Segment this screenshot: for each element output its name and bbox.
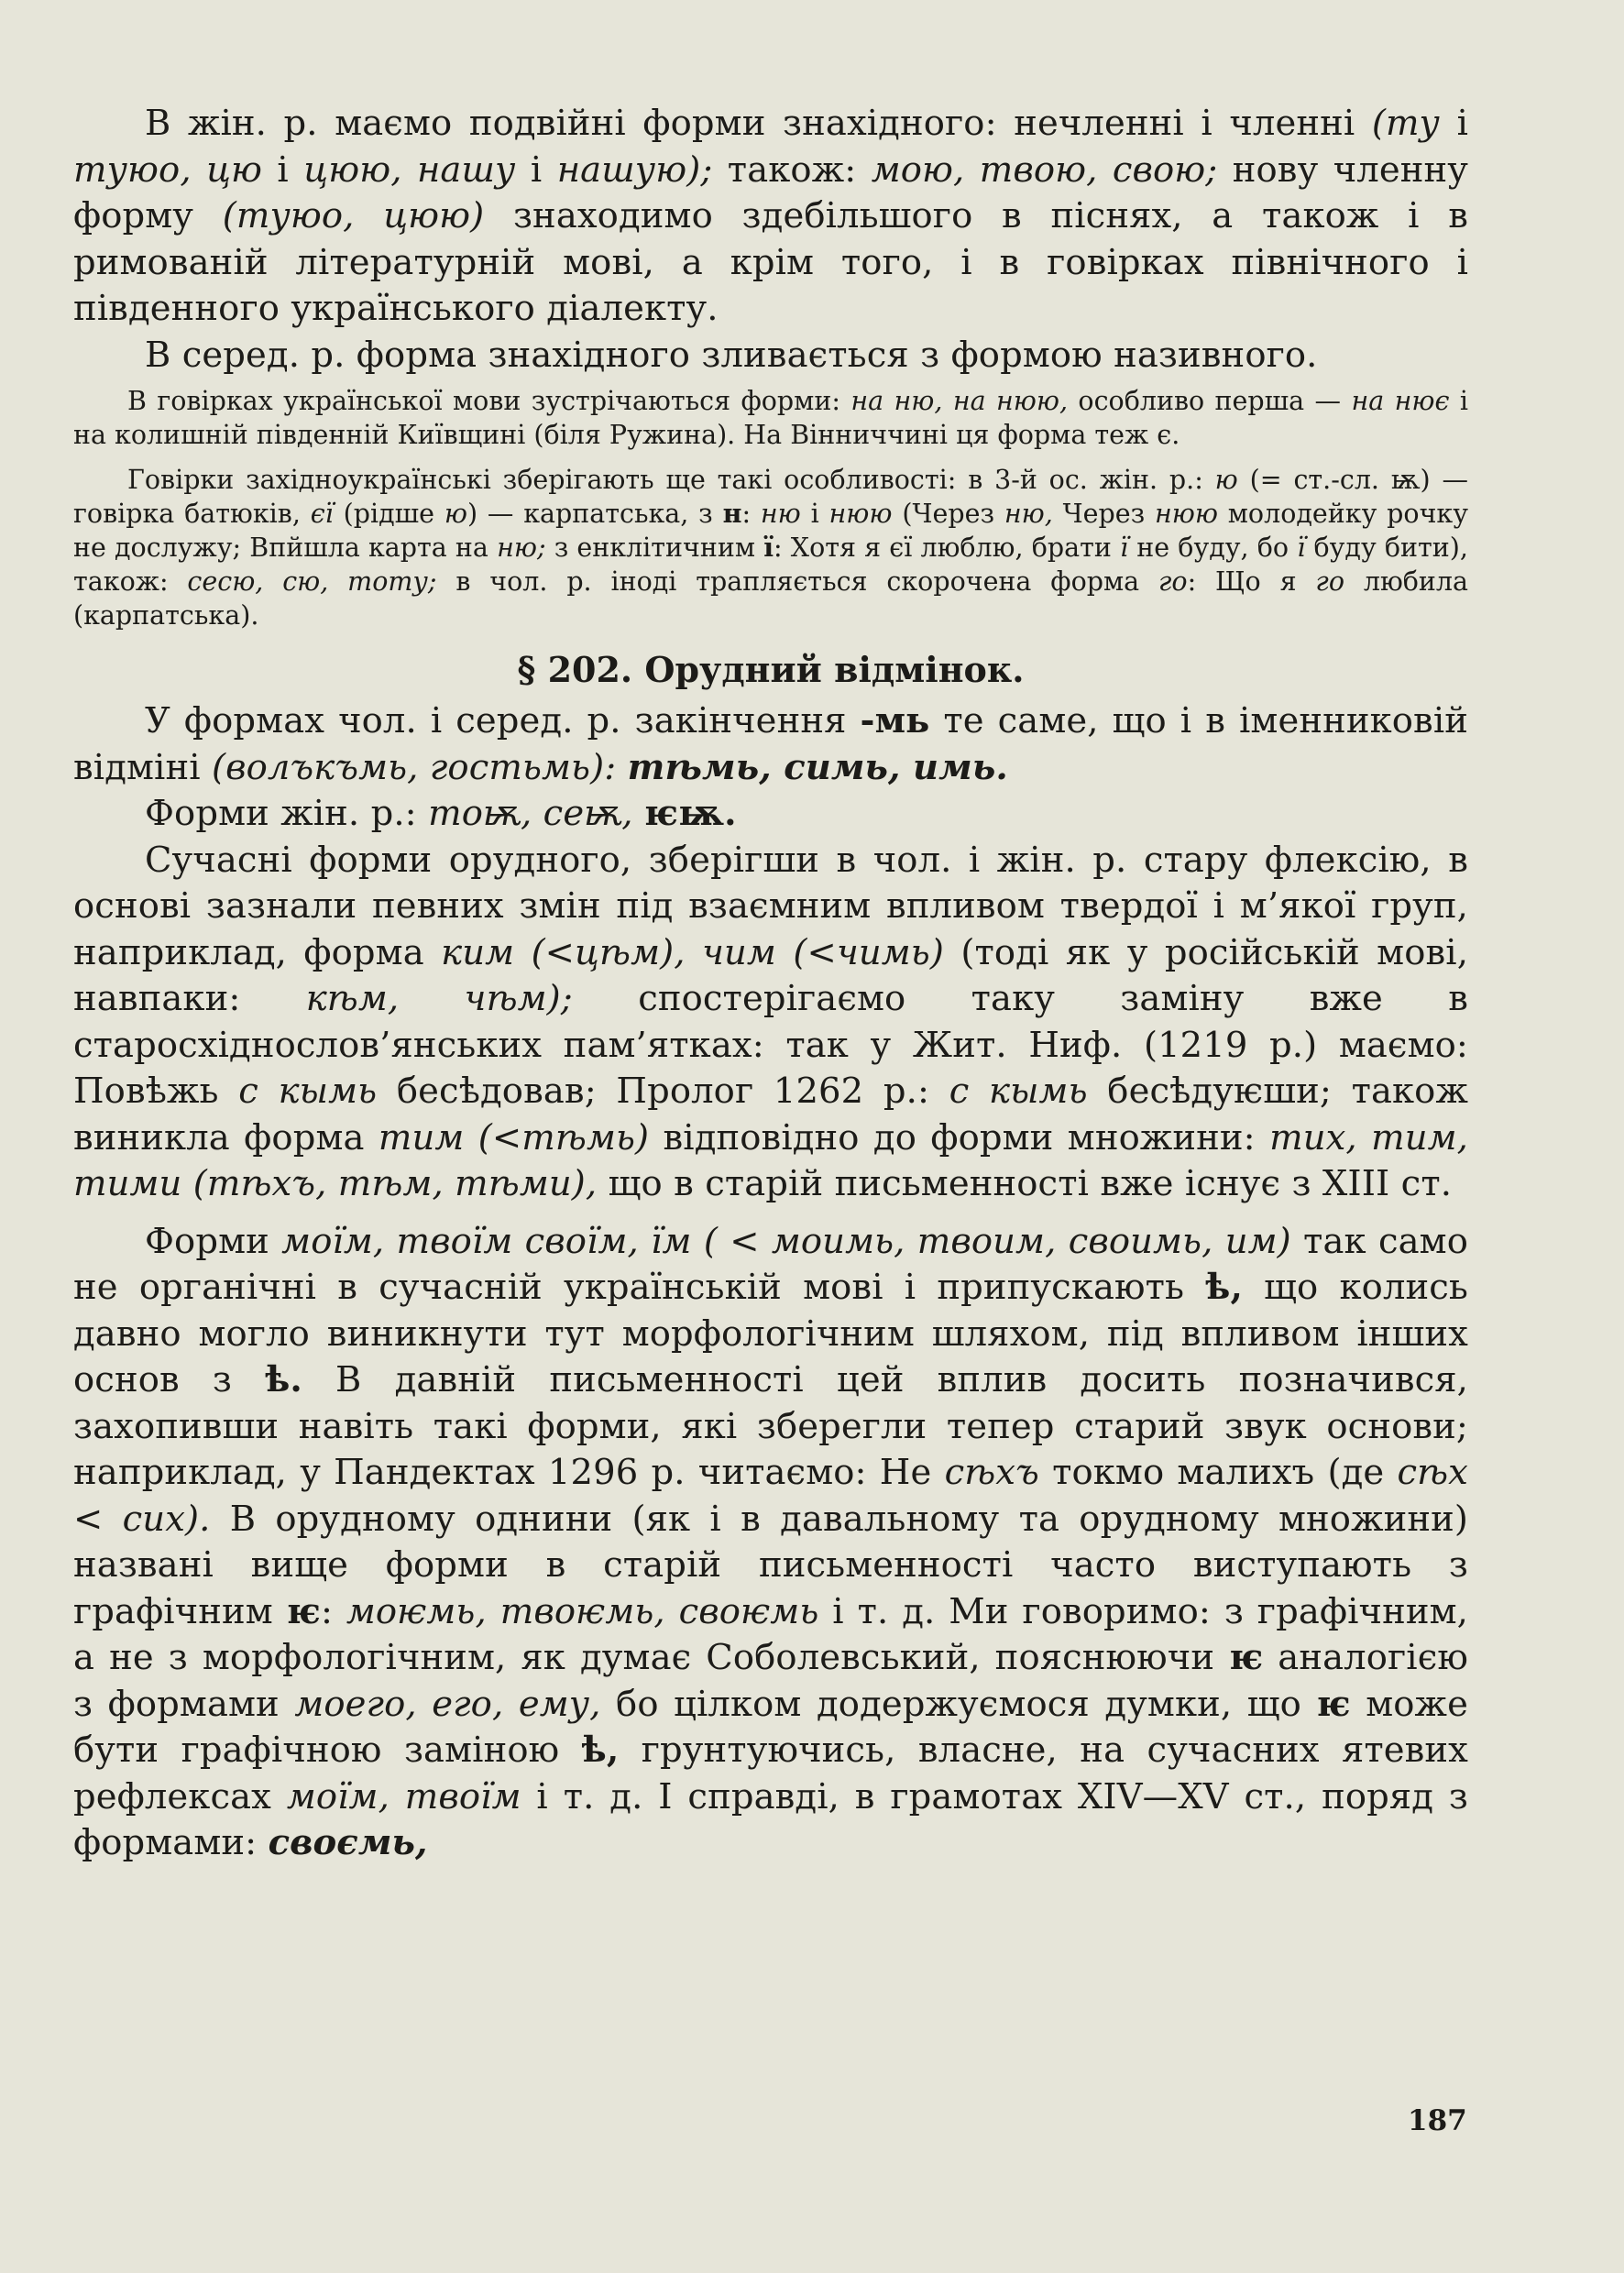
note-dialect-forms: В говірках української мови зустрічаються форми: на ню, на нюю, особливо перша — на нює і на колишній південній Київщині (біля Ружина). На Вінниччині ця форма теж є.: [73, 386, 1468, 450]
bold-form: ѥ: [1316, 1683, 1351, 1725]
italic-form: сеѭ,: [543, 793, 633, 834]
bold-form: ѥ: [286, 1590, 321, 1632]
page-body: [73, 101, 1468, 1867]
section-heading: § 202. Орудний відмінок.: [517, 649, 1025, 690]
paragraph-modern-forms: Сучасні форми орудного, зберігши в чол. і жін. р. стару флексію, в основі зазнали певних змін під взаємним впливом твердої і м’якої груп, наприклад, форма ким (<цѣм), чим (<чимь) (тоді як у російській мові, навпаки: кѣм, чѣм); спостерігаємо таку заміну вже в старосхіднослов’янських пам’ятках: так у Жит. Ниф. (1219 р.) маємо: Повѣжь с кымь бесѣдовав; Пролог 1262 р.: с кымь бесѣдуѥши; також виникла форма тим (<тѣмь) відповідно до форми множини: тих, тим, тими (тѣхъ, тѣм, тѣми), що в старій письменності вже існує з XIII ст.: [73, 839, 1469, 1204]
italic-form: кѣм, чѣм);: [305, 978, 573, 1019]
italic-form: (туюо, цюю): [222, 195, 485, 236]
italic-form: ( < моимь, твоим, своимь, им): [703, 1220, 1291, 1262]
paragraph-accusative-neuter: В серед. р. форма знахідного зливається з формою називного.: [145, 334, 1318, 376]
italic-form: сѣх < сих).: [73, 1452, 1468, 1540]
paragraph-instrumental-feminine: Форми жін. р.: тоѭ, сеѭ, ѥѭ.: [145, 793, 737, 834]
bold-form: ѣ,: [1205, 1267, 1243, 1308]
italic-form: моѥмь, твоѥмь, своѥмь: [346, 1590, 819, 1632]
italic-form: ї: [1120, 533, 1129, 563]
italic-form: цю: [206, 148, 263, 191]
bold-form: ѥ: [1229, 1637, 1264, 1678]
bold-form: ѣ,: [581, 1729, 620, 1771]
bold-form: ѥѭ.: [643, 793, 737, 834]
italic-form: цюю,: [303, 148, 402, 191]
italic-form: ню;: [497, 533, 546, 563]
italic-form: (волъкъмь, гостьмь):: [211, 746, 617, 788]
italic-form: на ню, на нюю,: [850, 386, 1069, 416]
italic-form: своємь,: [268, 1822, 428, 1863]
italic-form: сѣхъ: [944, 1452, 1039, 1493]
italic-form: моїм, твоїм своїм, їм: [281, 1220, 692, 1262]
italic-form: тѣмь, симь, имь.: [627, 746, 1008, 788]
italic-form: го: [1315, 566, 1344, 597]
italic-form: тих, тим, тими (тѣхъ, тѣм, тѣми),: [73, 1116, 1468, 1204]
italic-form: чим: [701, 931, 776, 973]
italic-form: сесю, сю, тоту;: [187, 566, 437, 597]
italic-form: ню: [760, 499, 801, 529]
page-number: 187: [1408, 2104, 1467, 2137]
paragraph-accusative-feminine: В жін. р. маємо подвійні форми знахідного: нечленні і членні (ту і туюо, цю і цюю, нашу і нашую); також: мою, твою, свою; нову членну форму (туюо, цюю) знаходимо здебільшого в піснях, а також і в римованій літературній мові, а крім того, і в говірках північного і південного українського діалекту.: [73, 103, 1469, 329]
bold-form: ї: [763, 532, 774, 563]
italic-form: туюо,: [73, 148, 192, 191]
italic-form: го: [1158, 566, 1188, 597]
italic-form: с кымь: [949, 1071, 1088, 1112]
paragraph-instrumental-masc-neut: У формах чол. і серед. р. закінчення -мь те саме, що і в іменниковій відміні (волъкъмь, гостьмь): тѣмь, симь, имь.: [73, 700, 1468, 788]
italic-form: моего, его, ему,: [294, 1683, 601, 1725]
bold-form: н: [722, 498, 742, 529]
italic-form: нюю: [828, 499, 893, 529]
italic-form: ню,: [1004, 499, 1053, 529]
italic-form: мою, твою, свою;: [871, 148, 1218, 191]
italic-form: тоѭ,: [428, 793, 532, 834]
italic-form: на нює: [1351, 386, 1450, 416]
italic-form: (<тѣмь): [477, 1116, 650, 1158]
italic-form: єї: [310, 499, 334, 529]
italic-form: ї: [1297, 533, 1306, 563]
italic-form: (ту: [1371, 103, 1440, 144]
italic-form: ким: [441, 931, 515, 973]
italic-form: тим: [378, 1116, 465, 1158]
italic-form: (<чимь): [793, 931, 944, 973]
paragraph-possessive-forms: Форми моїм, твоїм своїм, їм ( < моимь, твоим, своимь, им) так само не органічні в сучасній українській мові і припускають ѣ, що колись давно могло виникнути тут морфологічним шляхом, під впливом інших основ з ѣ. В давній письменності цей вплив досить позначився, захопивши навіть такі форми, які зберегли тепер старий звук основи; наприклад, у Пандектах 1296 р. читаємо: Не сѣхъ токмо малихъ (де сѣх < сих). В орудному однини (як і в давальному та орудному множини) названі вище форми в старій письменності часто виступають з графічним ѥ: моѥмь, твоѥмь, своѥмь і т. д. Ми говоримо: з графічним, а не з морфологічним, як думає Соболевський, пояснюючи ѥ аналогією з формами моего, его, ему, бо цілком додержуємося думки, що ѥ може бути графічною заміною ѣ, грунтуючись, власне, на сучасних ятевих рефлексах моїм, твоїм і т. д. І справді, в грамотах XIV—XV ст., поряд з формами: своємь,: [73, 1220, 1469, 1863]
italic-form: ю: [444, 499, 467, 529]
italic-form: с кымь: [238, 1071, 378, 1112]
italic-form: нашую);: [556, 148, 713, 191]
bold-form: ѣ.: [265, 1359, 302, 1400]
italic-form: нашу: [416, 148, 516, 191]
italic-form: (<цѣм),: [531, 931, 686, 973]
italic-form: ю: [1214, 465, 1238, 495]
italic-form: моїм, твоїм: [286, 1775, 521, 1817]
italic-form: нюю: [1154, 499, 1218, 529]
note-western-dialects: Говірки західноукраїнські зберігають ще такі особливості: в 3-й ос. жін. р.: ю (= ст.-сл. ѭ) — говірка батюків, єї (рідше ю) — карпатська, з н: ню і нюю (Через ню, Через нюю молодейку рочку не дослужу; Впйшла карта на ню; з енклітичним ї: Хотя я єї люблю, брати ї не буду, бо ї буду бити), також: сесю, сю, тоту; в чол. р. іноді трапляється скорочена форма го: Що я го любила (карпатська).: [73, 465, 1469, 631]
bold-form: -мь: [860, 700, 930, 741]
